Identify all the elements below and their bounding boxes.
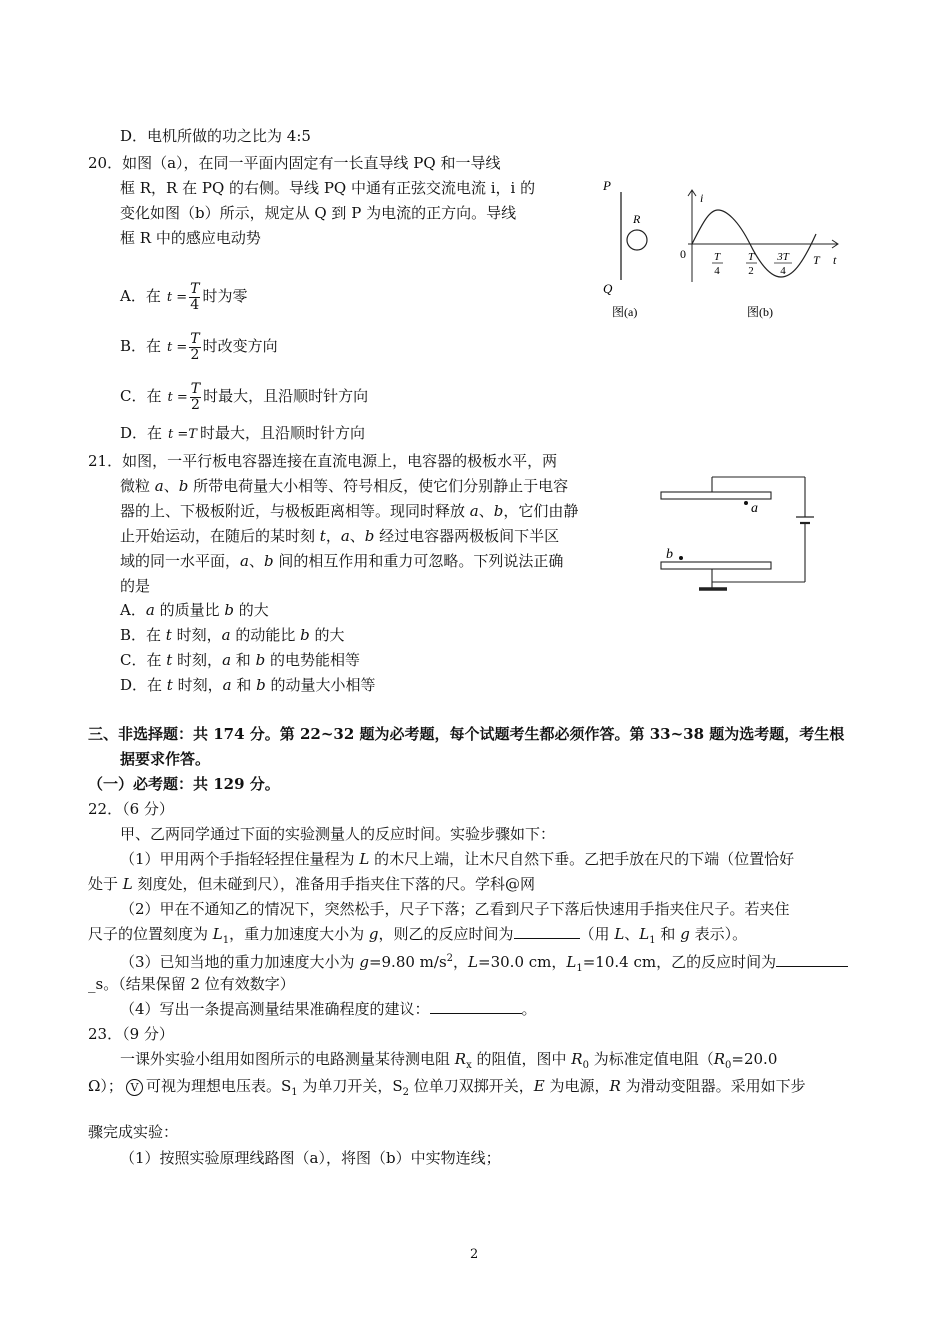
tick-t2-den: 2 — [748, 265, 754, 277]
q23-line3: 骤完成实验： — [88, 1123, 179, 1141]
answer-blank[interactable] — [430, 999, 522, 1014]
q21-stem-line: 域的同一水平面，a、b 间的相互作用和重力可忽略。下列说法正确 — [120, 552, 564, 570]
q19-option-d: D．电机所做的功之比为 4:5 — [120, 127, 311, 145]
lower-plate — [661, 562, 771, 569]
q22-head: 22．（6 分） — [88, 800, 174, 818]
tick-t2-num: T — [747, 251, 755, 263]
particle-b — [679, 556, 683, 560]
voltmeter-icon: V — [126, 1079, 143, 1096]
q21-stem-line: 器的上、下极板附近，与极板距离相等。现同时释放 a、b，它们由静 — [120, 502, 579, 520]
q23-line1: 一课外实验小组用如图所示的电路测量某待测电阻 $R_x$ 的阻值，图中 $R_0$ 为标准定值电阻（$R_0=20.0$ — [120, 1050, 778, 1071]
tick-3t4-num: 3T — [777, 251, 789, 263]
label-b: b — [666, 547, 673, 562]
section3-subheading: （一）必考题：共 129 分。 — [88, 775, 280, 793]
q22-step3: （3）已知当地的重力加速度大小为 g=9.80 $m/s^2$，L=30.0 cm，$L_1=10.4$ cm，乙的反应时间为 — [120, 949, 848, 979]
figure-b — [670, 180, 850, 325]
q22-intro: 甲、乙两同学通过下面的实验测量人的反应时间。实验步骤如下： — [120, 825, 556, 843]
label-p: P — [603, 178, 611, 193]
label-origin: 0 — [680, 247, 686, 261]
tick-3t4-den: 4 — [780, 265, 786, 277]
upper-plate — [661, 492, 771, 499]
section3-heading-cont: 据要求作答。 — [120, 750, 211, 768]
tick-t4-den: 4 — [714, 265, 720, 277]
tick-t4-num: T — [713, 251, 721, 263]
label-q: Q — [603, 281, 613, 296]
q21-option-c: C．在 t 时刻，a 和 b 的电势能相等 — [120, 651, 360, 669]
capacitor-figure — [655, 470, 825, 595]
label-r: R — [633, 212, 641, 226]
q21-stem-line: 止开始运动，在随后的某时刻 t，a、b 经过电容器两极板间下半区 — [120, 527, 560, 545]
figure-b-caption: 图(b) — [747, 305, 773, 319]
label-i: i — [700, 191, 704, 205]
q20-option-a: A．在 t = $\frac{T}{4}$ 时为零 — [120, 280, 248, 313]
q20-option-d: D．在 t =T 时最大，且沿顺时针方向 — [120, 424, 365, 442]
particle-a — [744, 501, 748, 505]
q20-stem-line: 框 R 中的感应电动势 — [120, 229, 261, 247]
section3-heading: 三、非选择题：共 174 分。第 22~32 题为必考题，每个试题考生都必须作答。第 33~38 题为选考题，考生根 — [88, 725, 845, 743]
q23-line4: （1）按照实验原理线路图（a），将图（b）中实物连线； — [120, 1149, 501, 1167]
answer-blank[interactable] — [514, 924, 580, 939]
q21-option-d: D．在 t 时刻，a 和 b 的动量大小相等 — [120, 676, 376, 694]
loop-r — [627, 230, 647, 250]
figure-a-caption: 图(a) — [612, 305, 638, 319]
q21-option-b: B．在 t 时刻，a 的动能比 b 的大 — [120, 626, 345, 644]
q22-step4: （4）写出一条提高测量结果准确程度的建议： 。 — [120, 1000, 537, 1018]
answer-blank[interactable] — [776, 952, 848, 967]
q23-head: 23．（9 分） — [88, 1025, 174, 1043]
figure-a — [595, 170, 675, 325]
q21-option-a: A．a 的质量比 b 的大 — [120, 601, 269, 619]
tick-t: T — [813, 253, 820, 267]
q22-step3-cont: _s。（结果保留 2 位有效数字） — [88, 975, 295, 993]
q21-stem-line: 微粒 a、b 所带电荷量大小相等、符号相反，使它们分别静止于电容 — [120, 477, 569, 495]
q20-option-b: B．在 t = $\frac{T}{2}$ 时改变方向 — [120, 330, 278, 363]
page-number: 2 — [470, 1247, 479, 1262]
q22-step1: （1）甲用两个手指轻轻捏住量程为 L 的木尺上端，让木尺自然下垂。乙把手放在尺的下端（位置恰好 — [120, 850, 795, 868]
q20-stem-line: 框 R，R 在 PQ 的右侧。导线 PQ 中通有正弦交流电流 i，i 的 — [120, 179, 536, 197]
label-a: a — [751, 501, 758, 516]
q22-step2-cont: 尺子的位置刻度为 $L_1$，重力加速度大小为 g，则乙的反应时间为 （用 L、$L_1$ 和 g 表示）。 — [88, 925, 748, 946]
q21-stem-line: 21．如图，一平行板电容器连接在直流电源上，电容器的极板水平，两 — [88, 452, 558, 470]
q22-step1-cont: 处于 L 刻度处，但未碰到尺），准备用手指夹住下落的尺。学科@网 — [88, 875, 536, 893]
q20-stem-line: 20．如图（a），在同一平面内固定有一长直导线 PQ 和一导线 — [88, 154, 501, 172]
q20-option-c: C．在 t = $\frac{T}{2}$ 时最大，且沿顺时针方向 — [120, 380, 369, 413]
q21-stem-line: 的是 — [120, 577, 151, 595]
q23-line2: Ω）； V 可视为理想电压表。$S_1$ 为单刀开关，$S_2$ 位单刀双掷开关，E 为电源，R 为滑动变阻器。采用如下步 — [88, 1077, 806, 1098]
q20-stem-line: 变化如图（b）所示，规定从 Q 到 P 为电流的正方向。导线 — [120, 204, 517, 222]
q22-step2: （2）甲在不通知乙的情况下，突然松手，尺子下落；乙看到尺子下落后快速用手指夹住尺子。若夹住 — [120, 900, 790, 918]
label-t: t — [833, 253, 837, 267]
